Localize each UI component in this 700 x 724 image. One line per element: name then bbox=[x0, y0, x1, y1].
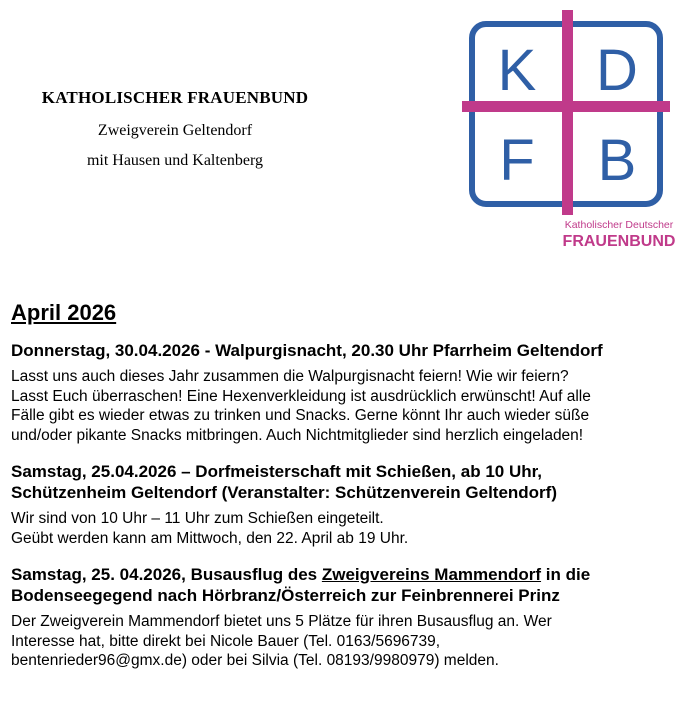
branch-subtitle: mit Hausen und Kaltenberg bbox=[86, 152, 264, 169]
heading-line: Bodenseegegend nach Hörbranz/Österreich zur Feinbrennerei Prinz bbox=[11, 586, 560, 605]
logo-letter-k: K bbox=[497, 38, 537, 103]
event-heading bbox=[11, 564, 691, 606]
event-heading: Donnerstag, 30.04.2026 - Walpurgisnacht, 20.30 Uhr Pfarrheim Geltendorf bbox=[11, 341, 603, 360]
description-line: Der Zweigverein Mammendorf bietet uns 5 Plätze für ihren Busausflug an. Wer bbox=[11, 613, 552, 630]
description-line: Wir sind von 10 Uhr – 11 Uhr zum Schießen eingeteilt. bbox=[11, 510, 384, 527]
newsletter-content bbox=[11, 300, 691, 687]
month-heading: April 2026 bbox=[11, 300, 117, 325]
heading-line bbox=[11, 564, 691, 585]
kdfb-logo bbox=[462, 10, 687, 250]
description-line: Fälle gibt es wieder etwas zu trinken und Snacks. Gerne könnt Ihr auch wieder süße bbox=[11, 407, 590, 424]
event-busausflug bbox=[11, 564, 691, 671]
description-line: Lasst Euch überraschen! Eine Hexenverkleidung ist ausdrücklich erwünscht! Auf alle bbox=[11, 387, 591, 405]
logo-letter-b: B bbox=[597, 128, 637, 193]
event-heading bbox=[11, 461, 691, 503]
logo-caption-top: Katholischer Deutscher bbox=[564, 219, 674, 231]
description-line: bentenrieder96@gmx.de) oder bei Silvia (Tel. 08193/9980979) melden. bbox=[11, 652, 499, 669]
description-line: Interesse hat, bitte direkt bei Nicole Bauer (Tel. 0163/5696739, bbox=[11, 632, 441, 650]
event-dorfmeisterschaft bbox=[11, 461, 691, 548]
zweigverein-mammendorf-link[interactable]: Zweigvereins Mammendorf bbox=[321, 565, 542, 584]
organization-header bbox=[0, 88, 350, 182]
event-description bbox=[11, 367, 691, 445]
event-description bbox=[11, 612, 691, 671]
logo-letter-d: D bbox=[596, 38, 638, 103]
logo-caption-bottom: FRAUENBUND bbox=[562, 233, 676, 250]
heading-line: Samstag, 25.04.2026 – Dorfmeisterschaft mit Schießen, ab 10 Uhr, bbox=[11, 462, 543, 481]
logo-letter-f: F bbox=[499, 128, 535, 193]
event-walpurgisnacht bbox=[11, 340, 691, 445]
heading-line: Schützenheim Geltendorf (Veranstalter: Schützenverein Geltendorf) bbox=[11, 483, 557, 502]
event-description bbox=[11, 509, 691, 548]
heading-text: in die bbox=[541, 565, 591, 584]
organization-name: KATHOLISCHER FRAUENBUND bbox=[41, 88, 309, 107]
heading-text: Samstag, 25. 04.2026, Busausflug des bbox=[11, 565, 322, 584]
description-line: und/oder pikante Snacks mitbringen. Auch Nichtmitglieder sind herzlich eingeladen! bbox=[11, 426, 584, 444]
description-line: Lasst uns auch dieses Jahr zusammen die Walpurgisnacht feiern! Wie wir feiern? bbox=[11, 368, 569, 385]
branch-name: Zweigverein Geltendorf bbox=[97, 122, 253, 139]
description-line: Geübt werden kann am Mittwoch, den 22. April ab 19 Uhr. bbox=[11, 529, 409, 547]
